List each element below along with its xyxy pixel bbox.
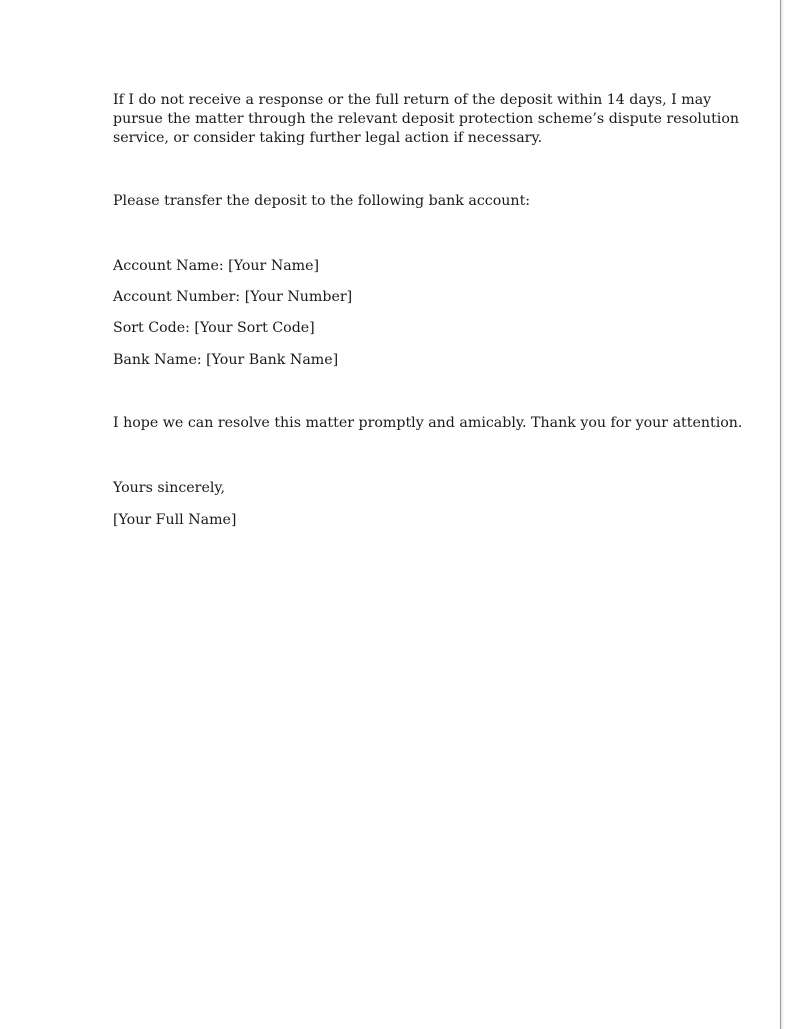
paragraph-transfer-request: Please transfer the deposit to the following bank account: [113, 193, 531, 209]
closing-salutation: Yours sincerely, [113, 480, 226, 496]
sort-code-line: Sort Code: [Your Sort Code] [113, 320, 315, 336]
signature-name: [Your Full Name] [113, 512, 237, 528]
account-number-line: Account Number: [Your Number] [113, 289, 353, 305]
bank-name-line: Bank Name: [Your Bank Name] [113, 352, 339, 368]
paragraph-resolve-amicably: I hope we can resolve this matter promptly and amicably. Thank you for your attention. [113, 415, 743, 431]
paragraph-line-1: If I do not receive a response or the full return of the deposit within 14 days, I may [113, 92, 712, 108]
page-right-edge [780, 0, 781, 1029]
paragraph-deposit-warning [113, 91, 740, 148]
page-edge-shadow [781, 0, 784, 1029]
paragraph-line-2: pursue the matter through the relevant deposit protection scheme’s dispute resolution [113, 111, 740, 127]
paragraph-line-3: service, or consider taking further legal action if necessary. [113, 130, 543, 146]
account-name-line: Account Name: [Your Name] [113, 258, 320, 274]
